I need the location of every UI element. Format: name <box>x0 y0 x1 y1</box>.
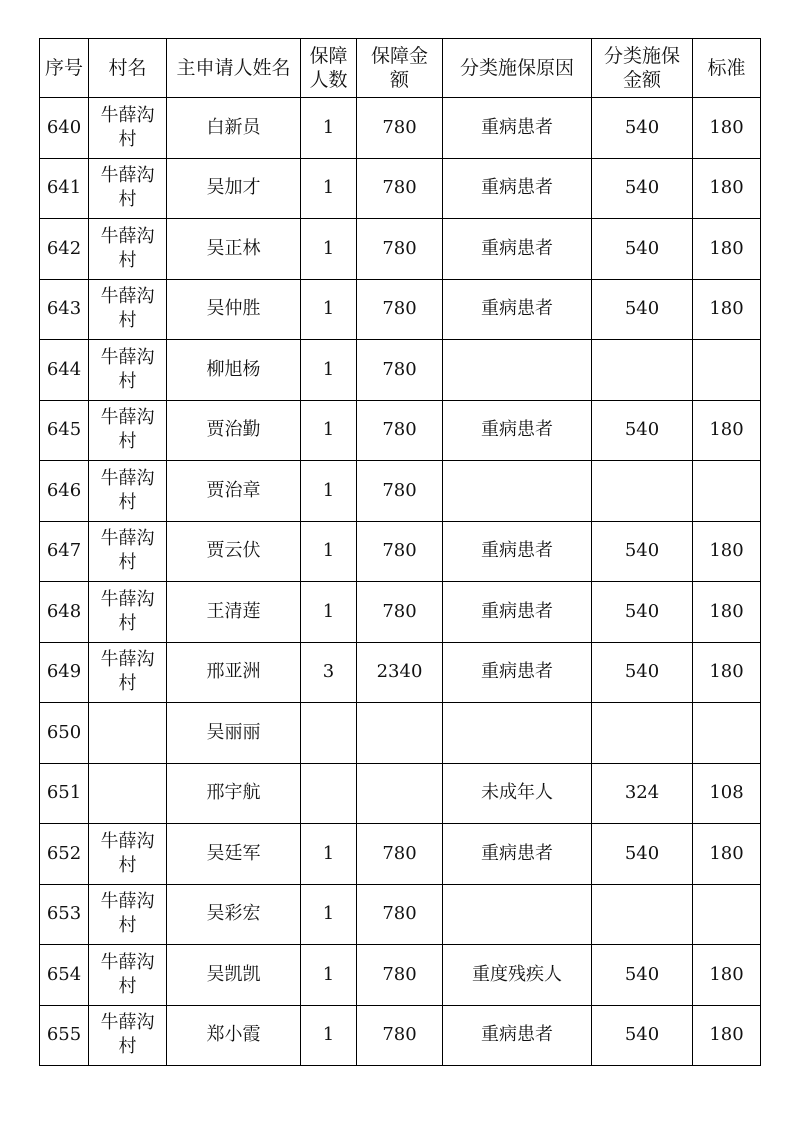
cell-applicant: 吴加才 <box>167 158 301 219</box>
cell-applicant: 邢宇航 <box>167 763 301 824</box>
cell-persons: 1 <box>301 340 357 401</box>
cell-persons: 1 <box>301 98 357 159</box>
cell-standard: 180 <box>693 219 761 280</box>
allowance-table <box>39 38 761 1066</box>
cell-standard: 180 <box>693 824 761 885</box>
cell-applicant: 柳旭杨 <box>167 340 301 401</box>
cell-persons: 1 <box>301 884 357 945</box>
cell-class-amount <box>592 884 693 945</box>
cell-standard: 180 <box>693 1005 761 1066</box>
cell-village <box>89 703 167 764</box>
cell-persons: 1 <box>301 1005 357 1066</box>
cell-applicant: 贾治章 <box>167 461 301 522</box>
cell-standard: 180 <box>693 400 761 461</box>
cell-index: 642 <box>40 219 89 280</box>
cell-standard: 180 <box>693 582 761 643</box>
cell-index: 655 <box>40 1005 89 1066</box>
cell-index: 649 <box>40 642 89 703</box>
cell-applicant: 白新员 <box>167 98 301 159</box>
cell-class-amount: 540 <box>592 98 693 159</box>
cell-applicant: 贾治勤 <box>167 400 301 461</box>
cell-persons: 1 <box>301 219 357 280</box>
cell-village: 牛薛沟村 <box>89 158 167 219</box>
cell-class-amount: 540 <box>592 642 693 703</box>
cell-standard <box>693 340 761 401</box>
cell-applicant: 吴廷军 <box>167 824 301 885</box>
cell-reason: 重病患者 <box>443 158 592 219</box>
header-amount: 保障金额 <box>357 39 443 98</box>
cell-reason: 重病患者 <box>443 400 592 461</box>
cell-index: 648 <box>40 582 89 643</box>
table-body <box>40 98 761 1066</box>
table-row <box>40 461 761 522</box>
table-row <box>40 945 761 1006</box>
cell-amount <box>357 763 443 824</box>
cell-applicant: 王清莲 <box>167 582 301 643</box>
cell-reason: 重度残疾人 <box>443 945 592 1006</box>
header-standard: 标准 <box>693 39 761 98</box>
cell-persons: 1 <box>301 945 357 1006</box>
cell-persons: 1 <box>301 279 357 340</box>
cell-village: 牛薛沟村 <box>89 1005 167 1066</box>
cell-class-amount: 540 <box>592 400 693 461</box>
cell-index: 652 <box>40 824 89 885</box>
cell-index: 651 <box>40 763 89 824</box>
cell-amount: 780 <box>357 945 443 1006</box>
cell-village: 牛薛沟村 <box>89 98 167 159</box>
cell-index: 641 <box>40 158 89 219</box>
cell-village: 牛薛沟村 <box>89 400 167 461</box>
cell-reason: 重病患者 <box>443 642 592 703</box>
cell-index: 650 <box>40 703 89 764</box>
cell-reason: 重病患者 <box>443 824 592 885</box>
cell-village: 牛薛沟村 <box>89 340 167 401</box>
cell-class-amount: 540 <box>592 279 693 340</box>
cell-village: 牛薛沟村 <box>89 582 167 643</box>
cell-applicant: 邢亚洲 <box>167 642 301 703</box>
cell-class-amount <box>592 703 693 764</box>
cell-class-amount <box>592 340 693 401</box>
cell-reason <box>443 884 592 945</box>
cell-reason: 未成年人 <box>443 763 592 824</box>
cell-amount: 780 <box>357 279 443 340</box>
table-row <box>40 521 761 582</box>
cell-persons: 1 <box>301 400 357 461</box>
cell-reason: 重病患者 <box>443 219 592 280</box>
cell-amount: 780 <box>357 582 443 643</box>
cell-class-amount <box>592 461 693 522</box>
table-row <box>40 98 761 159</box>
cell-village: 牛薛沟村 <box>89 279 167 340</box>
cell-village: 牛薛沟村 <box>89 219 167 280</box>
header-applicant: 主申请人姓名 <box>167 39 301 98</box>
cell-class-amount: 324 <box>592 763 693 824</box>
cell-reason <box>443 461 592 522</box>
cell-reason <box>443 703 592 764</box>
cell-class-amount: 540 <box>592 582 693 643</box>
cell-reason: 重病患者 <box>443 582 592 643</box>
cell-applicant: 吴仲胜 <box>167 279 301 340</box>
cell-class-amount: 540 <box>592 158 693 219</box>
cell-class-amount: 540 <box>592 945 693 1006</box>
table-row <box>40 1005 761 1066</box>
table-row <box>40 642 761 703</box>
table-row <box>40 219 761 280</box>
header-index: 序号 <box>40 39 89 98</box>
cell-index: 644 <box>40 340 89 401</box>
header-persons: 保障人数 <box>301 39 357 98</box>
cell-amount: 780 <box>357 1005 443 1066</box>
cell-class-amount: 540 <box>592 824 693 885</box>
cell-index: 640 <box>40 98 89 159</box>
cell-amount: 780 <box>357 884 443 945</box>
cell-amount: 780 <box>357 219 443 280</box>
cell-standard: 180 <box>693 279 761 340</box>
cell-village: 牛薛沟村 <box>89 642 167 703</box>
cell-reason: 重病患者 <box>443 279 592 340</box>
cell-index: 653 <box>40 884 89 945</box>
cell-persons: 1 <box>301 521 357 582</box>
cell-applicant: 贾云伏 <box>167 521 301 582</box>
cell-persons: 1 <box>301 582 357 643</box>
cell-standard <box>693 884 761 945</box>
cell-standard: 180 <box>693 642 761 703</box>
table-row <box>40 279 761 340</box>
cell-persons <box>301 703 357 764</box>
cell-reason: 重病患者 <box>443 1005 592 1066</box>
cell-standard <box>693 703 761 764</box>
cell-amount: 780 <box>357 824 443 885</box>
cell-applicant: 郑小霞 <box>167 1005 301 1066</box>
cell-amount: 2340 <box>357 642 443 703</box>
cell-village: 牛薛沟村 <box>89 521 167 582</box>
header-village: 村名 <box>89 39 167 98</box>
cell-index: 647 <box>40 521 89 582</box>
cell-standard: 108 <box>693 763 761 824</box>
table-row <box>40 400 761 461</box>
cell-standard: 180 <box>693 158 761 219</box>
cell-village: 牛薛沟村 <box>89 884 167 945</box>
table-row <box>40 703 761 764</box>
table-row <box>40 158 761 219</box>
cell-class-amount: 540 <box>592 1005 693 1066</box>
cell-standard: 180 <box>693 98 761 159</box>
cell-amount: 780 <box>357 461 443 522</box>
table-row <box>40 340 761 401</box>
cell-reason: 重病患者 <box>443 98 592 159</box>
cell-index: 646 <box>40 461 89 522</box>
cell-village <box>89 763 167 824</box>
cell-amount: 780 <box>357 158 443 219</box>
cell-standard: 180 <box>693 945 761 1006</box>
cell-amount: 780 <box>357 400 443 461</box>
header-row <box>40 39 761 98</box>
cell-applicant: 吴正林 <box>167 219 301 280</box>
cell-index: 643 <box>40 279 89 340</box>
cell-amount <box>357 703 443 764</box>
cell-class-amount: 540 <box>592 219 693 280</box>
cell-amount: 780 <box>357 521 443 582</box>
cell-persons <box>301 763 357 824</box>
header-class-amount: 分类施保金额 <box>592 39 693 98</box>
cell-index: 645 <box>40 400 89 461</box>
cell-standard: 180 <box>693 521 761 582</box>
table-row <box>40 884 761 945</box>
header-reason: 分类施保原因 <box>443 39 592 98</box>
cell-applicant: 吴丽丽 <box>167 703 301 764</box>
table-row <box>40 824 761 885</box>
cell-reason: 重病患者 <box>443 521 592 582</box>
cell-applicant: 吴凯凯 <box>167 945 301 1006</box>
cell-persons: 1 <box>301 158 357 219</box>
cell-persons: 1 <box>301 461 357 522</box>
cell-amount: 780 <box>357 340 443 401</box>
table-row <box>40 582 761 643</box>
cell-village: 牛薛沟村 <box>89 824 167 885</box>
cell-class-amount: 540 <box>592 521 693 582</box>
cell-persons: 1 <box>301 824 357 885</box>
cell-persons: 3 <box>301 642 357 703</box>
cell-index: 654 <box>40 945 89 1006</box>
cell-applicant: 吴彩宏 <box>167 884 301 945</box>
cell-amount: 780 <box>357 98 443 159</box>
cell-standard <box>693 461 761 522</box>
table-row <box>40 763 761 824</box>
cell-village: 牛薛沟村 <box>89 461 167 522</box>
cell-reason <box>443 340 592 401</box>
cell-village: 牛薛沟村 <box>89 945 167 1006</box>
